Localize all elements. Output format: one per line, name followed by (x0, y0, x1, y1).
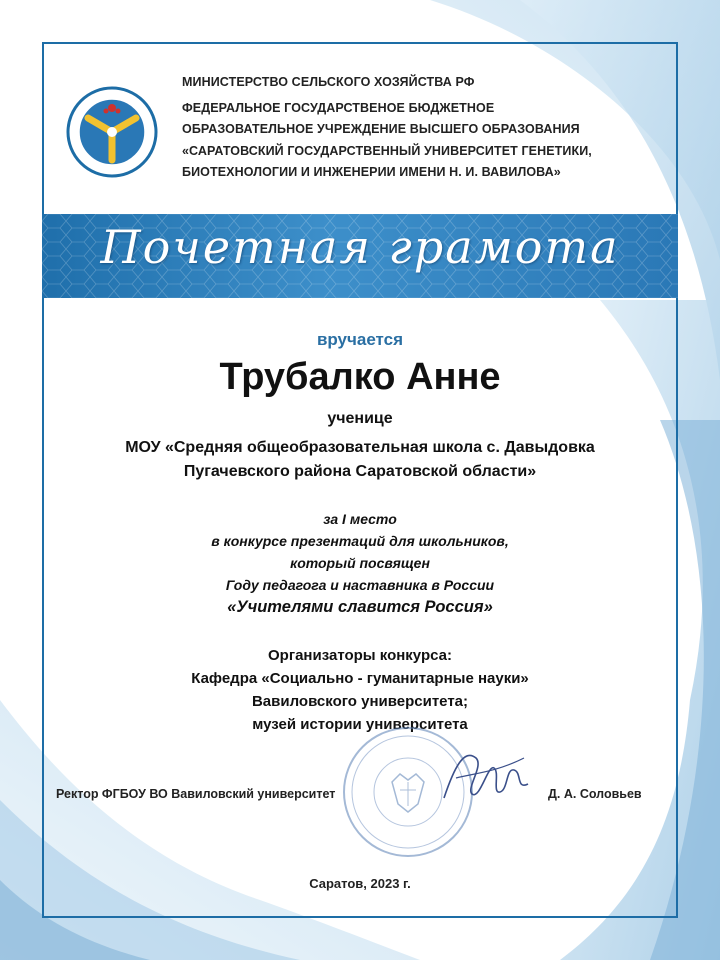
organizers-line: Вавиловского университета; (251, 693, 469, 710)
university-logo-emblem (66, 86, 158, 178)
institution-line: БИОТЕХНОЛОГИИ И ИНЖЕНЕРИИ ИМЕНИ Н. И. ВАВИЛОВА» (182, 165, 561, 179)
institution-line: ОБРАЗОВАТЕЛЬНОЕ УЧРЕЖДЕНИЕ ВЫСШЕГО ОБРАЗОВАНИЯ (182, 122, 580, 136)
organizers-line: Организаторы конкурса: (268, 647, 452, 664)
award-line: который посвящен (290, 555, 430, 571)
certificate-title: Почетная грамота (100, 220, 620, 274)
award-line: в конкурсе презентаций для школьников, (211, 533, 509, 549)
title-banner (42, 214, 678, 298)
institution-header (182, 72, 612, 184)
handwritten-signature (436, 728, 536, 818)
recipient-name: Трубалко Анне (219, 356, 501, 398)
school-line: Пугачевского района Саратовской области» (183, 463, 537, 480)
place-and-date: Саратов, 2023 г. (309, 876, 411, 891)
award-line: за I место (323, 511, 397, 527)
organizers-line: музей истории университета (252, 716, 468, 733)
award-description (42, 508, 678, 618)
signatory-name: Д. А. Соловьев (548, 787, 642, 801)
recipient-role: ученице (327, 410, 393, 427)
institution-line: ФЕДЕРАЛЬНОЕ ГОСУДАРСТВЕНОЕ БЮДЖЕТНОЕ (182, 100, 495, 115)
signatory-position: Ректор ФГБОУ ВО Вавиловский университет (56, 787, 336, 801)
institution-line: «САРАТОВСКИЙ ГОСУДАРСТВЕННЫЙ УНИВЕРСИТЕТ ГЕНЕТИКИ, (182, 143, 592, 158)
awarded-to-label: вручается (316, 330, 404, 349)
ministry-name: МИНИСТЕРСТВО СЕЛЬСКОГО ХОЗЯЙСТВА РФ (182, 75, 475, 89)
recipient-school (42, 436, 678, 484)
school-line: МОУ «Средняя общеобразовательная школа с. Давыдовка (125, 439, 595, 456)
award-line: Году педагога и наставника в России (225, 577, 495, 593)
award-slogan: «Учителями славится Россия» (227, 598, 493, 616)
organizers-line: Кафедра «Социально - гуманитарные науки» (191, 670, 529, 687)
